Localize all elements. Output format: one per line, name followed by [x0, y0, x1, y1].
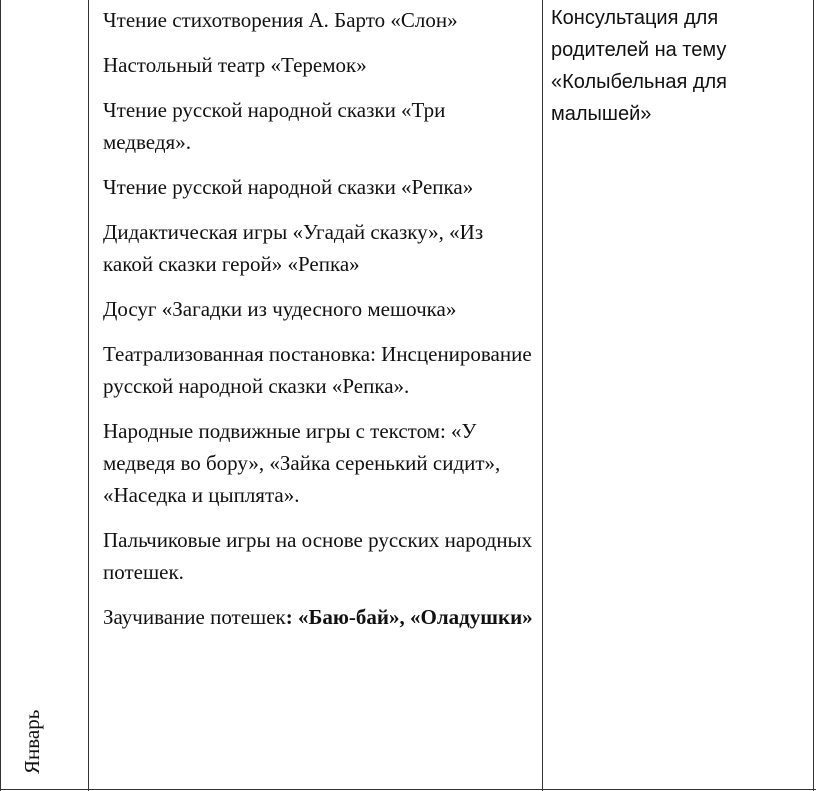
activity-item-bold: : «Баю-бай», «Оладушки»	[285, 605, 533, 629]
activity-item: Народные подвижные игры с текстом: «У медведя во бору», «Зайка серенький сидит», «Наседка и цыплята».	[103, 419, 501, 507]
activity-item: Настольный театр «Теремок»	[103, 53, 367, 77]
parents-consultation-text: Консультация для родителей на тему «Колыбельная для малышей»	[551, 7, 728, 125]
table-border-bottom	[0, 789, 816, 790]
activity-item: Заучивание потешек: «Баю-бай», «Оладушки»	[103, 605, 533, 629]
month-cell	[2, 0, 87, 788]
activity-item: Театрализованная постановка: Инсценирование русской народной сказки «Репка».	[103, 342, 532, 398]
table-border-right	[813, 0, 814, 791]
activity-item: Чтение стихотворения А. Барто «Слон»	[103, 8, 458, 32]
activity-item: Чтение русской народной сказки «Три медведя».	[103, 98, 446, 154]
activities-list	[103, 4, 533, 646]
parents-cell	[543, 0, 813, 788]
table-border-left	[0, 0, 1, 791]
activity-item: Пальчиковые игры на основе русских народных потешек.	[103, 528, 533, 584]
activity-item: Дидактическая игры «Угадай сказку», «Из какой сказки герой» «Репка»	[103, 220, 484, 276]
month-label: Январь	[20, 709, 44, 774]
activity-item: Досуг «Загадки из чудесного мешочка»	[103, 297, 457, 321]
activity-item: Чтение русской народной сказки «Репка»	[103, 175, 474, 199]
activities-cell	[89, 0, 542, 788]
